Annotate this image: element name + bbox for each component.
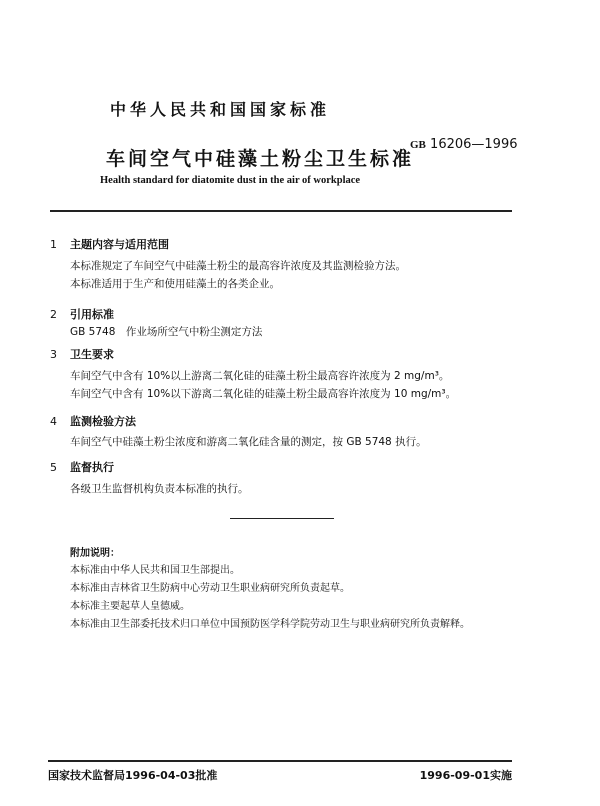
code-number: 16206—1996	[430, 137, 518, 152]
document-title: 车间空气中硅藻土粉尘卫生标准	[106, 148, 415, 170]
country-standard-heading: 中华人民共和国国家标准	[110, 100, 331, 119]
note-line: 本标准由中华人民共和国卫生部提出。	[70, 565, 240, 576]
note-line: 本标准主要起草人皇德威。	[70, 601, 190, 612]
standard-code	[410, 137, 518, 152]
paragraph: 车间空气中含有 10%以上游离二氧化硅的硅藻土粉尘最高容许浓度为 2 mg/m³。	[70, 370, 450, 382]
section-heading	[50, 306, 114, 322]
notes-title: 附加说明：	[70, 548, 120, 559]
section-heading	[50, 459, 114, 475]
section-heading	[50, 413, 136, 429]
paragraph: GB 5748 作业场所空气中粉尘测定方法	[70, 326, 263, 338]
paragraph: 本标准适用于生产和使用硅藻土的各类企业。	[70, 278, 280, 290]
header-divider	[50, 210, 512, 212]
note-line: 本标准由吉林省卫生防病中心劳动卫生职业病研究所负责起草。	[70, 583, 350, 594]
footer-divider	[48, 760, 512, 762]
effective-date: 1996-09-01实施	[419, 769, 512, 782]
note-line: 本标准由卫生部委托技术归口单位中国预防医学科学院劳动卫生与职业病研究所负责解释。	[70, 619, 470, 630]
section-title: 监测检验方法	[70, 415, 136, 428]
paragraph: 各级卫生监督机构负责本标准的执行。	[70, 483, 249, 495]
section-number: 1	[50, 238, 57, 251]
section-title: 卫生要求	[70, 348, 114, 361]
end-divider	[230, 518, 334, 519]
section-number: 2	[50, 308, 57, 321]
paragraph: 本标准规定了车间空气中硅藻土粉尘的最高容许浓度及其监测检验方法。	[70, 260, 406, 272]
paragraph: 车间空气中硅藻土粉尘浓度和游离二氧化硅含量的测定，按 GB 5748 执行。	[70, 436, 427, 448]
paragraph: 车间空气中含有 10%以下游离二氧化硅的硅藻土粉尘最高容许浓度为 10 mg/m³。	[70, 388, 457, 400]
section-number: 4	[50, 415, 57, 428]
section-number: 5	[50, 461, 57, 474]
code-prefix: GB	[410, 139, 426, 151]
section-title: 监督执行	[70, 461, 114, 474]
section-heading	[50, 346, 114, 362]
english-title: Health standard for diatomite dust in the air of workplace	[100, 175, 361, 186]
section-title: 主题内容与适用范围	[70, 238, 169, 251]
section-number: 3	[50, 348, 57, 361]
section-heading	[50, 236, 169, 252]
section-title: 引用标准	[70, 308, 114, 321]
approval-date: 国家技术监督局1996-04-03批准	[48, 769, 218, 782]
